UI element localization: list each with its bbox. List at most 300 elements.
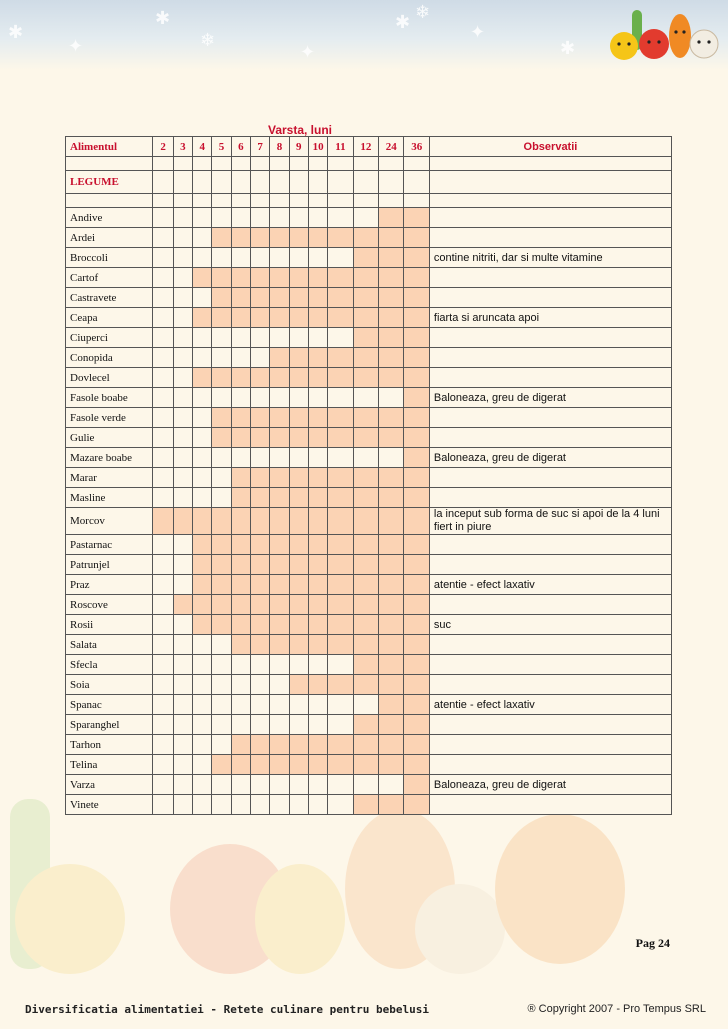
month-cell	[212, 448, 231, 468]
month-cell	[251, 715, 270, 735]
month-cell	[353, 428, 378, 448]
month-cell	[270, 468, 289, 488]
month-cell	[212, 635, 231, 655]
month-cell	[270, 535, 289, 555]
month-cell	[231, 595, 250, 615]
month-cell	[379, 488, 404, 508]
month-cell	[308, 428, 327, 448]
empty-cell	[193, 171, 212, 194]
month-cell	[328, 468, 353, 488]
month-cell	[251, 775, 270, 795]
observation-cell: Baloneaza, greu de digerat	[429, 775, 671, 795]
month-cell	[212, 715, 231, 735]
month-cell	[173, 755, 192, 775]
month-cell	[328, 348, 353, 368]
month-cell	[289, 795, 308, 815]
food-name: Sparanghel	[66, 715, 153, 735]
month-cell	[308, 535, 327, 555]
month-cell	[270, 695, 289, 715]
empty-cell	[429, 194, 671, 208]
empty-cell	[328, 171, 353, 194]
observation-cell	[429, 555, 671, 575]
observation-cell: Baloneaza, greu de digerat	[429, 448, 671, 468]
month-cell	[153, 635, 173, 655]
month-cell	[212, 468, 231, 488]
month-cell	[270, 755, 289, 775]
month-cell	[289, 635, 308, 655]
empty-cell	[231, 171, 250, 194]
observations-column-header: Observatii	[429, 137, 671, 157]
month-cell	[379, 468, 404, 488]
month-cell	[353, 348, 378, 368]
empty-cell	[212, 171, 231, 194]
month-cell	[173, 795, 192, 815]
month-cell	[153, 288, 173, 308]
food-name: Conopida	[66, 348, 153, 368]
month-cell	[231, 715, 250, 735]
table-row	[66, 655, 672, 675]
observation-cell	[429, 428, 671, 448]
food-name: Ciuperci	[66, 328, 153, 348]
observation-cell	[429, 755, 671, 775]
month-cell	[404, 555, 429, 575]
month-cell	[173, 228, 192, 248]
table-row	[66, 675, 672, 695]
month-cell	[173, 288, 192, 308]
month-cell	[212, 508, 231, 535]
observation-cell: la inceput sub forma de suc si apoi de la 4 luni fiert in piure	[429, 508, 671, 535]
table-row	[66, 388, 672, 408]
table-row	[66, 468, 672, 488]
month-cell	[289, 348, 308, 368]
table-row	[66, 268, 672, 288]
empty-cell	[328, 194, 353, 208]
month-cell	[193, 655, 212, 675]
month-cell	[353, 555, 378, 575]
table-row	[66, 615, 672, 635]
month-cell	[212, 288, 231, 308]
month-cell	[404, 488, 429, 508]
month-cell	[153, 388, 173, 408]
table-row	[66, 755, 672, 775]
month-cell	[173, 348, 192, 368]
month-cell	[153, 555, 173, 575]
month-cell	[308, 735, 327, 755]
month-cell	[173, 695, 192, 715]
snowflake-icon: ✱	[155, 8, 171, 29]
empty-cell	[289, 194, 308, 208]
table-row	[66, 795, 672, 815]
month-cell	[270, 775, 289, 795]
month-cell	[173, 675, 192, 695]
month-cell	[404, 755, 429, 775]
month-cell	[353, 308, 378, 328]
month-cell	[353, 535, 378, 555]
food-introduction-table	[65, 136, 672, 815]
month-cell	[404, 715, 429, 735]
month-cell	[353, 795, 378, 815]
month-cell	[173, 448, 192, 468]
month-cell	[379, 228, 404, 248]
month-cell	[193, 288, 212, 308]
table-row	[66, 635, 672, 655]
month-cell	[173, 635, 192, 655]
month-cell	[251, 448, 270, 468]
month-cell	[251, 288, 270, 308]
empty-cell	[429, 157, 671, 171]
snowflake-icon: ❄	[415, 2, 431, 23]
month-cell	[212, 208, 231, 228]
month-cell	[308, 368, 327, 388]
month-cell	[328, 535, 353, 555]
month-cell	[353, 575, 378, 595]
month-cell	[328, 655, 353, 675]
food-name: Soia	[66, 675, 153, 695]
month-cell	[251, 488, 270, 508]
empty-cell	[193, 194, 212, 208]
month-cell	[193, 208, 212, 228]
month-cell	[308, 208, 327, 228]
month-cell	[270, 348, 289, 368]
observation-cell	[429, 228, 671, 248]
month-cell	[173, 308, 192, 328]
month-cell	[153, 268, 173, 288]
month-cell	[379, 428, 404, 448]
table-row	[66, 348, 672, 368]
month-cell	[353, 268, 378, 288]
table-row	[66, 775, 672, 795]
month-cell	[328, 248, 353, 268]
empty-cell	[289, 157, 308, 171]
month-column-header: 36	[404, 137, 429, 157]
month-cell	[212, 428, 231, 448]
month-cell	[404, 655, 429, 675]
empty-cell	[231, 157, 250, 171]
month-cell	[289, 308, 308, 328]
month-cell	[270, 288, 289, 308]
month-cell	[328, 735, 353, 755]
month-cell	[308, 348, 327, 368]
month-cell	[353, 228, 378, 248]
food-name: Gulie	[66, 428, 153, 448]
month-cell	[173, 488, 192, 508]
food-name: Telina	[66, 755, 153, 775]
food-name: Andive	[66, 208, 153, 228]
month-cell	[193, 368, 212, 388]
month-cell	[379, 308, 404, 328]
month-cell	[193, 735, 212, 755]
month-cell	[251, 555, 270, 575]
month-cell	[328, 615, 353, 635]
month-cell	[173, 508, 192, 535]
month-cell	[270, 795, 289, 815]
month-cell	[328, 488, 353, 508]
month-cell	[270, 328, 289, 348]
month-cell	[173, 735, 192, 755]
month-cell	[308, 308, 327, 328]
table-row	[66, 595, 672, 615]
month-cell	[251, 695, 270, 715]
month-cell	[308, 328, 327, 348]
month-cell	[353, 408, 378, 428]
month-column-header: 6	[231, 137, 250, 157]
month-cell	[173, 408, 192, 428]
month-cell	[270, 595, 289, 615]
month-cell	[353, 715, 378, 735]
table-row	[66, 228, 672, 248]
month-cell	[270, 448, 289, 468]
observation-cell	[429, 408, 671, 428]
table-row	[66, 575, 672, 595]
month-cell	[153, 348, 173, 368]
month-cell	[212, 695, 231, 715]
month-cell	[308, 408, 327, 428]
month-cell	[193, 468, 212, 488]
month-cell	[153, 368, 173, 388]
month-cell	[193, 795, 212, 815]
month-cell	[289, 468, 308, 488]
month-cell	[231, 248, 250, 268]
month-cell	[212, 615, 231, 635]
observation-cell	[429, 635, 671, 655]
observation-cell	[429, 655, 671, 675]
month-cell	[404, 448, 429, 468]
month-cell	[212, 595, 231, 615]
month-cell	[251, 228, 270, 248]
month-column-header: 9	[289, 137, 308, 157]
empty-cell	[66, 157, 153, 171]
month-cell	[353, 615, 378, 635]
table-row	[66, 428, 672, 448]
month-cell	[193, 228, 212, 248]
month-cell	[251, 615, 270, 635]
month-cell	[173, 615, 192, 635]
food-name: Roscove	[66, 595, 153, 615]
observation-cell	[429, 595, 671, 615]
month-cell	[251, 735, 270, 755]
food-name: Castravete	[66, 288, 153, 308]
food-name: Dovlecel	[66, 368, 153, 388]
month-cell	[231, 795, 250, 815]
month-cell	[231, 428, 250, 448]
month-cell	[153, 615, 173, 635]
food-column-header: Alimentul	[66, 137, 153, 157]
month-cell	[153, 328, 173, 348]
month-cell	[153, 448, 173, 468]
empty-cell	[379, 157, 404, 171]
month-cell	[308, 675, 327, 695]
month-cell	[193, 248, 212, 268]
table-row	[66, 248, 672, 268]
month-cell	[251, 208, 270, 228]
month-cell	[353, 755, 378, 775]
month-cell	[379, 288, 404, 308]
food-name: Morcov	[66, 508, 153, 535]
month-cell	[308, 248, 327, 268]
month-cell	[379, 248, 404, 268]
empty-cell	[270, 157, 289, 171]
month-cell	[289, 268, 308, 288]
month-cell	[308, 448, 327, 468]
month-cell	[404, 635, 429, 655]
food-name: Rosii	[66, 615, 153, 635]
table-row	[66, 735, 672, 755]
month-cell	[289, 735, 308, 755]
table-row	[66, 368, 672, 388]
empty-cell	[379, 171, 404, 194]
month-cell	[231, 575, 250, 595]
month-cell	[328, 448, 353, 468]
month-cell	[251, 268, 270, 288]
month-cell	[193, 595, 212, 615]
month-cell	[173, 535, 192, 555]
month-cell	[353, 655, 378, 675]
empty-cell	[289, 171, 308, 194]
month-cell	[379, 348, 404, 368]
month-cell	[153, 755, 173, 775]
month-cell	[231, 228, 250, 248]
observation-cell: Baloneaza, greu de digerat	[429, 388, 671, 408]
table-row	[66, 715, 672, 735]
empty-cell	[173, 171, 192, 194]
month-cell	[404, 535, 429, 555]
month-cell	[193, 488, 212, 508]
food-name: Tarhon	[66, 735, 153, 755]
month-cell	[212, 795, 231, 815]
month-cell	[404, 595, 429, 615]
observation-cell	[429, 208, 671, 228]
empty-cell	[308, 194, 327, 208]
month-cell	[251, 795, 270, 815]
footer-copyright: ® Copyright 2007 - Pro Tempus SRL	[527, 1003, 706, 1015]
month-cell	[404, 288, 429, 308]
month-cell	[231, 288, 250, 308]
month-cell	[173, 575, 192, 595]
month-cell	[173, 208, 192, 228]
month-cell	[270, 428, 289, 448]
month-column-header: 4	[193, 137, 212, 157]
month-cell	[173, 775, 192, 795]
table-row	[66, 488, 672, 508]
age-months-title: Varsta, luni	[267, 123, 333, 137]
empty-cell	[153, 157, 173, 171]
month-cell	[153, 775, 173, 795]
month-cell	[270, 268, 289, 288]
month-cell	[328, 268, 353, 288]
empty-cell	[328, 157, 353, 171]
month-cell	[212, 735, 231, 755]
month-cell	[231, 635, 250, 655]
month-cell	[308, 635, 327, 655]
month-cell	[289, 368, 308, 388]
month-cell	[353, 508, 378, 535]
month-cell	[193, 755, 212, 775]
month-cell	[289, 575, 308, 595]
empty-cell	[251, 171, 270, 194]
month-cell	[153, 795, 173, 815]
month-cell	[270, 248, 289, 268]
month-cell	[308, 775, 327, 795]
month-cell	[212, 575, 231, 595]
empty-cell	[153, 194, 173, 208]
footer-title: Diversificatia alimentatiei - Retete culinare pentru bebelusi	[25, 1003, 429, 1016]
month-cell	[212, 228, 231, 248]
observation-cell	[429, 268, 671, 288]
month-cell	[153, 408, 173, 428]
spacer-row	[66, 157, 672, 171]
month-cell	[212, 368, 231, 388]
month-cell	[404, 348, 429, 368]
month-cell	[328, 795, 353, 815]
month-column-header: 3	[173, 137, 192, 157]
month-cell	[289, 715, 308, 735]
month-cell	[379, 448, 404, 468]
month-cell	[173, 248, 192, 268]
month-cell	[231, 328, 250, 348]
month-cell	[328, 715, 353, 735]
month-cell	[328, 755, 353, 775]
month-cell	[231, 408, 250, 428]
month-cell	[270, 735, 289, 755]
month-cell	[231, 535, 250, 555]
observation-cell	[429, 468, 671, 488]
month-cell	[308, 715, 327, 735]
month-cell	[270, 675, 289, 695]
month-cell	[353, 288, 378, 308]
observation-cell	[429, 288, 671, 308]
month-cell	[270, 508, 289, 535]
month-cell	[289, 328, 308, 348]
month-cell	[270, 615, 289, 635]
month-cell	[173, 715, 192, 735]
empty-cell	[193, 157, 212, 171]
month-column-header: 11	[328, 137, 353, 157]
month-cell	[251, 468, 270, 488]
food-name: Marar	[66, 468, 153, 488]
month-cell	[231, 348, 250, 368]
month-cell	[212, 775, 231, 795]
empty-cell	[404, 171, 429, 194]
month-cell	[404, 228, 429, 248]
empty-cell	[251, 157, 270, 171]
month-cell	[289, 675, 308, 695]
month-cell	[289, 288, 308, 308]
month-cell	[193, 615, 212, 635]
month-cell	[308, 388, 327, 408]
month-cell	[353, 328, 378, 348]
month-cell	[251, 348, 270, 368]
month-cell	[153, 535, 173, 555]
month-cell	[251, 535, 270, 555]
food-name: Vinete	[66, 795, 153, 815]
month-cell	[353, 248, 378, 268]
empty-cell	[270, 171, 289, 194]
month-cell	[153, 675, 173, 695]
snowflake-icon: ✱	[8, 22, 24, 43]
month-cell	[231, 388, 250, 408]
food-name: Fasole boabe	[66, 388, 153, 408]
empty-cell	[270, 194, 289, 208]
observation-cell: atentie - efect laxativ	[429, 695, 671, 715]
month-cell	[270, 555, 289, 575]
month-cell	[353, 635, 378, 655]
month-cell	[231, 308, 250, 328]
month-cell	[270, 368, 289, 388]
month-cell	[379, 775, 404, 795]
observation-cell	[429, 348, 671, 368]
snowflake-icon: ✱	[395, 12, 411, 33]
month-cell	[251, 675, 270, 695]
